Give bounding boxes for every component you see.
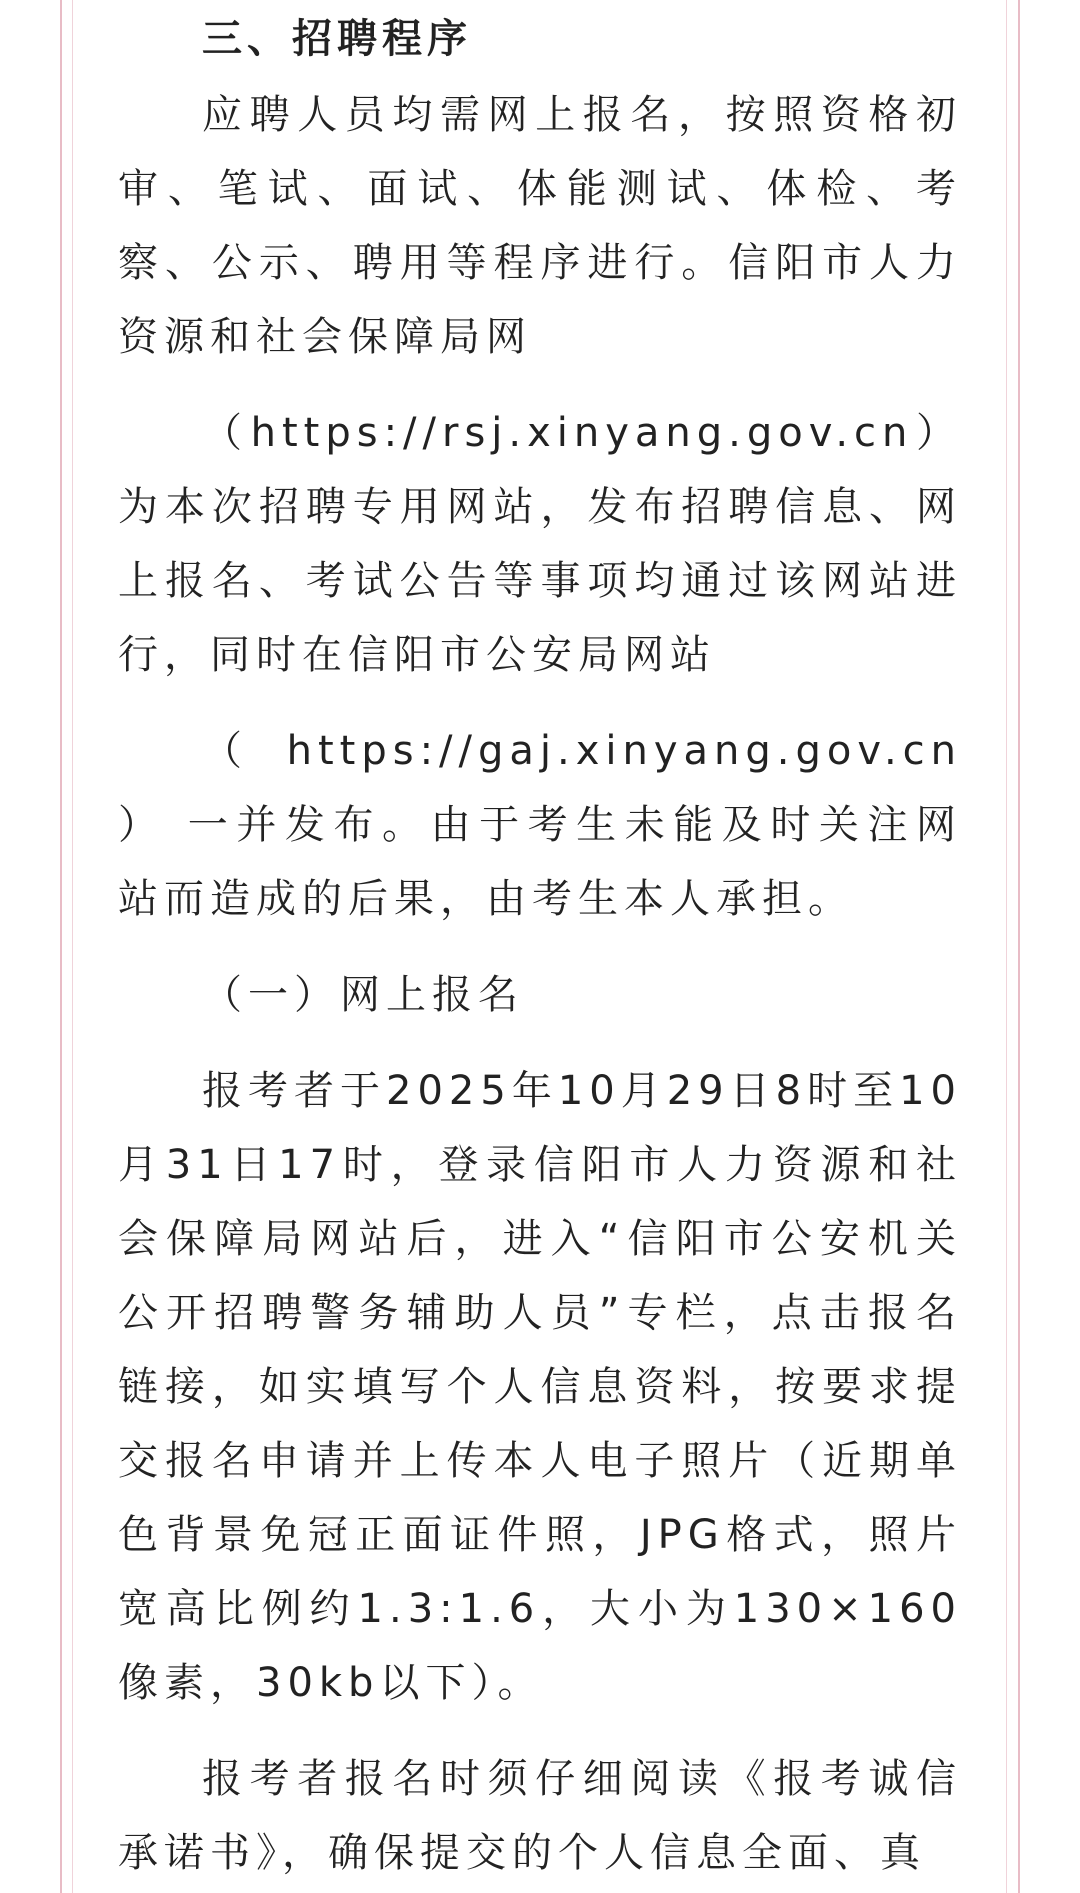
right-outer-border [1018, 0, 1020, 1893]
subsection-heading: （一）网上报名 [202, 972, 524, 1018]
article-content [118, 0, 962, 1890]
left-outer-border [60, 0, 62, 1893]
right-inner-border [1006, 0, 1007, 1893]
integrity-paragraph: 报考者报名时须仔细阅读《报考诚信承诺书》，确保提交的个人信息全面、真 [118, 1756, 962, 1876]
procedure-paragraph: 应聘人员均需网上报名，按照资格初审、笔试、面试、体能测试、体检、考察、公示、聘用等程序进行。信阳市人力资源和社会保障局网 [118, 92, 962, 360]
registration-paragraph: 报考者于2025年10月29日8时至10月31日17时，登录信阳市人力资源和社会保障局网站后，进入“信阳市公安机关公开招聘警务辅助人员”专栏，点击报名链接，如实填写个人信息资料，按要求提交报名申请并上传本人电子照片（近期单色背景免冠正面证件照，JPG格式，照片宽高比例约1.3:1.6，大小为130×160像素，30kb以下）。 [118, 1068, 962, 1706]
section-heading: 三、招聘程序 [202, 16, 472, 62]
left-inner-border [72, 0, 73, 1893]
police-website-paragraph: （ https://gaj.xinyang.gov.cn ） 一并发布。由于考生未能及时关注网站而造成的后果，由考生本人承担。 [118, 728, 962, 922]
website-paragraph: （https://rsj.xinyang.gov.cn）为本次招聘专用网站，发布招聘信息、网上报名、考试公告等事项均通过该网站进行，同时在信阳市公安局网站 [118, 410, 962, 678]
